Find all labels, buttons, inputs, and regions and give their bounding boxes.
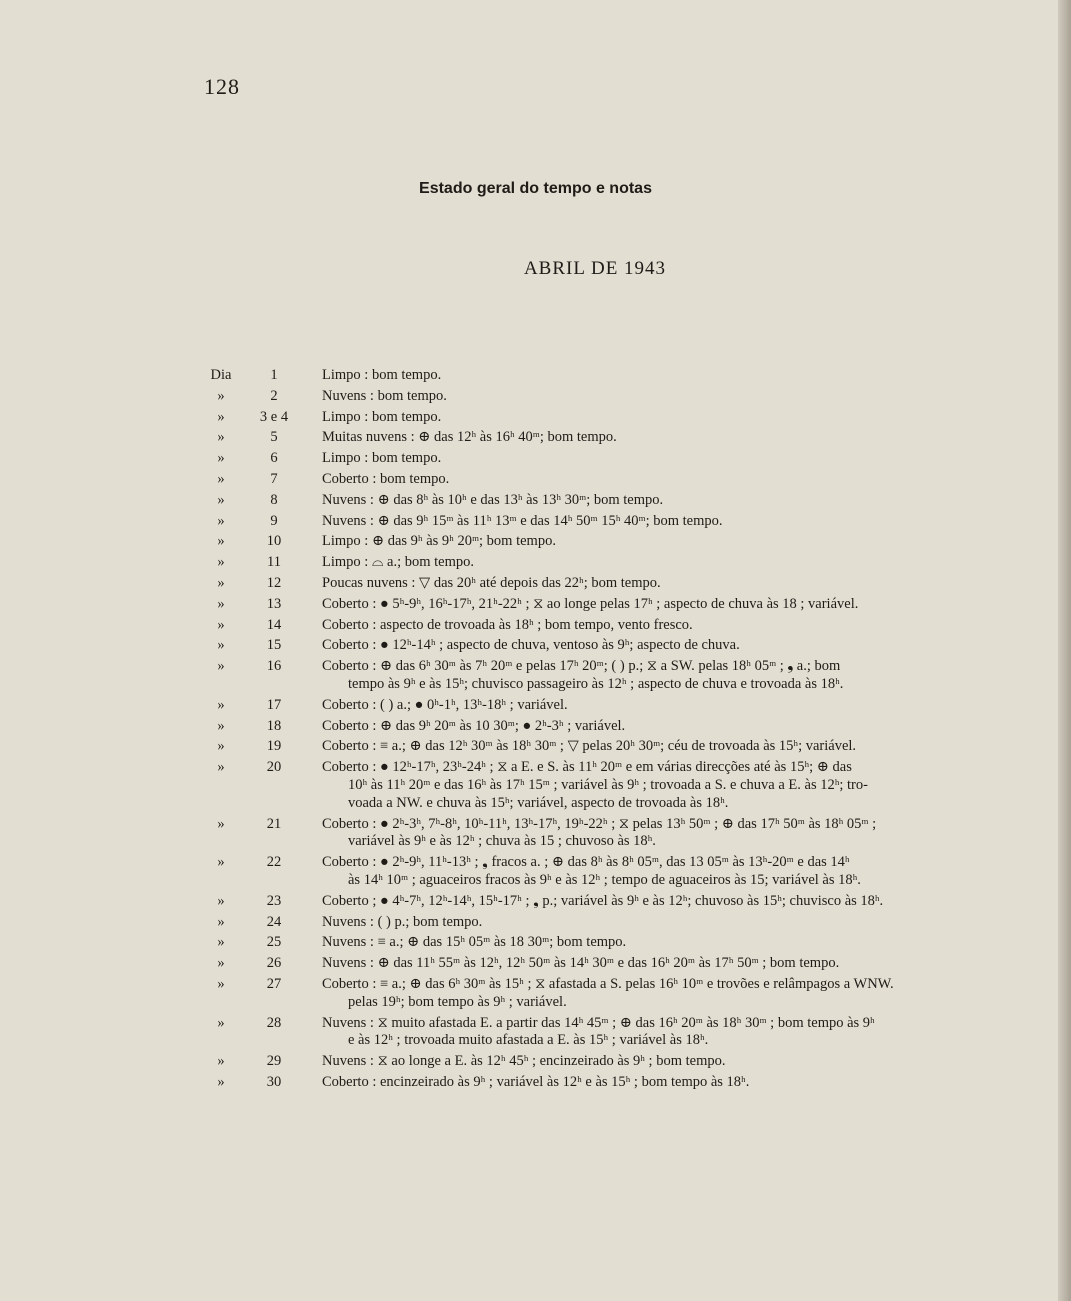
weather-note: [322, 955, 988, 973]
weather-note: [322, 596, 988, 614]
list-item: [0, 471, 1058, 489]
weather-note-line: Coberto : encinzeirado às 9ʰ ; variável às 12ʰ e às 15ʰ ; bom tempo às 18ʰ.: [322, 1073, 750, 1090]
day-number: 17: [266, 696, 282, 713]
day-number: 8: [270, 491, 278, 508]
day-label: »: [217, 1014, 225, 1031]
day-label: »: [217, 892, 225, 909]
list-item: [0, 596, 1058, 614]
weather-note-line: 10ʰ às 11ʰ 20ᵐ e das 16ʰ às 17ʰ 15ᵐ ; variável às 9ʰ ; trovoada a S. e chuva a E. às 12ʰ; tro-: [348, 776, 868, 793]
day-label: »: [217, 512, 225, 529]
section-title: Estado geral do tempo e notas: [419, 180, 652, 197]
day-number: 21: [266, 815, 282, 832]
day-number: 9: [270, 512, 278, 529]
list-item: [0, 409, 1058, 427]
list-item: [0, 429, 1058, 447]
weather-note: [322, 1074, 988, 1092]
day-label: »: [217, 574, 225, 591]
day-label: »: [217, 637, 225, 654]
day-number: 29: [266, 1053, 282, 1070]
day-label: »: [217, 429, 225, 446]
day-number: 30: [266, 1073, 282, 1090]
weather-note: [322, 738, 988, 756]
weather-note: [322, 893, 988, 911]
day-number: 22: [266, 854, 282, 871]
weather-note-line: Coberto : ● 12ʰ-14ʰ ; aspecto de chuva, ventoso às 9ʰ; aspecto de chuva.: [322, 637, 740, 654]
weather-note: [322, 976, 988, 1012]
day-label: »: [217, 450, 225, 467]
weather-note-line: Coberto : ● 12ʰ-17ʰ, 23ʰ-24ʰ ; ⧖ a E. e S. às 11ʰ 20ᵐ e em várias direcções até às 15ʰ; ⊕ das: [322, 759, 852, 776]
day-label: »: [217, 616, 225, 633]
day-label: »: [217, 595, 225, 612]
list-item: [0, 617, 1058, 635]
day-number: 11: [267, 554, 281, 571]
list-item: [0, 388, 1058, 406]
list-item: [0, 513, 1058, 531]
day-number: 20: [266, 759, 282, 776]
day-number: 7: [270, 470, 278, 487]
day-number: 28: [266, 1014, 282, 1031]
weather-note: [322, 759, 988, 812]
weather-note: [322, 429, 988, 447]
weather-entries-list: [0, 367, 1058, 1095]
day-number: 24: [266, 913, 282, 930]
weather-note-line: Coberto : ● 2ʰ-3ʰ, 7ʰ-8ʰ, 10ʰ-11ʰ, 13ʰ-17ʰ, 19ʰ-22ʰ ; ⧖ pelas 13ʰ 50ᵐ ; ⊕ das 17ʰ 50ᵐ às 18ʰ 05ᵐ ;: [322, 815, 877, 832]
day-number: 14: [266, 616, 282, 633]
weather-note-line: Limpo : bom tempo.: [322, 450, 442, 467]
list-item: [0, 575, 1058, 593]
weather-note-line: Poucas nuvens : ▽ das 20ʰ até depois das 22ʰ; bom tempo.: [322, 574, 661, 591]
weather-note-line: Nuvens : ⊕ das 9ʰ 15ᵐ às 11ʰ 13ᵐ e das 14ʰ 50ᵐ 15ʰ 40ᵐ; bom tempo.: [322, 512, 723, 529]
weather-note-line: pelas 19ʰ; bom tempo às 9ʰ ; variável.: [348, 993, 567, 1010]
weather-note-line: Limpo : bom tempo.: [322, 367, 442, 383]
weather-note-line: Muitas nuvens : ⊕ das 12ʰ às 16ʰ 40ᵐ; bom tempo.: [322, 429, 617, 446]
weather-note: [322, 617, 988, 635]
weather-note: [322, 471, 988, 489]
list-item: [0, 637, 1058, 655]
day-number: 13: [266, 595, 282, 612]
weather-note-line: Nuvens : ⧖ muito afastada E. a partir das 14ʰ 45ᵐ ; ⊕ das 16ʰ 20ᵐ às 18ʰ 30ᵐ ; bom tempo às 9ʰ: [322, 1014, 875, 1031]
day-number: 19: [266, 738, 282, 755]
day-label: »: [217, 1073, 225, 1090]
day-label: »: [217, 408, 225, 425]
weather-note-line: variável às 9ʰ e às 12ʰ ; chuva às 15 ; chuvoso às 18ʰ.: [348, 833, 656, 850]
row-gap: [0, 1092, 1058, 1095]
weather-note: [322, 492, 988, 510]
list-item: [0, 1053, 1058, 1071]
weather-note-line: Coberto : ⊕ das 6ʰ 30ᵐ às 7ʰ 20ᵐ e pelas 17ʰ 20ᵐ; ( ) p.; ⧖ a SW. pelas 18ʰ 05ᵐ ; ❟ a.; bom: [322, 658, 841, 675]
day-label: Dia: [210, 367, 232, 383]
weather-note-line: Nuvens : ⊕ das 11ʰ 55ᵐ às 12ʰ, 12ʰ 50ᵐ às 14ʰ 30ᵐ e das 16ʰ 20ᵐ às 17ʰ 50ᵐ ; bom tempo.: [322, 955, 840, 972]
weather-note: [322, 816, 988, 852]
day-label: »: [217, 815, 225, 832]
weather-note-line: Coberto : ● 5ʰ-9ʰ, 16ʰ-17ʰ, 21ʰ-22ʰ ; ⧖ ao longe pelas 17ʰ ; aspecto de chuva às 18 ; variável.: [322, 595, 859, 612]
list-item: [0, 450, 1058, 468]
day-label: »: [217, 470, 225, 487]
day-label: »: [217, 955, 225, 972]
book-spine: [1058, 0, 1071, 1301]
day-number: 23: [266, 892, 282, 909]
day-number: 2: [270, 387, 278, 404]
day-label: »: [217, 554, 225, 571]
weather-note-line: Coberto : ● 2ʰ-9ʰ, 11ʰ-13ʰ ; ❟ fracos a. ; ⊕ das 8ʰ às 8ʰ 05ᵐ, das 13 05ᵐ às 13ʰ-20ᵐ e das 14ʰ: [322, 854, 850, 871]
day-number: 18: [266, 717, 282, 734]
weather-note: [322, 934, 988, 952]
weather-note-line: Nuvens : ⊕ das 8ʰ às 10ʰ e das 13ʰ às 13ʰ 30ᵐ; bom tempo.: [322, 491, 664, 508]
weather-note: [322, 575, 988, 593]
day-number: 12: [266, 574, 282, 591]
day-label: »: [217, 854, 225, 871]
day-label: »: [217, 975, 225, 992]
list-item: [0, 1015, 1058, 1051]
day-label: »: [217, 717, 225, 734]
day-label: »: [217, 913, 225, 930]
list-item: [0, 759, 1058, 812]
weather-note: [322, 697, 988, 715]
list-item: [0, 533, 1058, 551]
weather-note-line: Coberto ; ● 4ʰ-7ʰ, 12ʰ-14ʰ, 15ʰ-17ʰ ; ❟ p.; variável às 9ʰ e às 12ʰ; chuvoso às 15ʰ; chuvisco às 18ʰ.: [322, 892, 884, 909]
list-item: [0, 658, 1058, 694]
weather-note: [322, 637, 988, 655]
weather-note-line: tempo às 9ʰ e às 15ʰ; chuvisco passageiro às 12ʰ ; aspecto de chuva e trovoada às 18ʰ.: [348, 675, 844, 692]
list-item: [0, 934, 1058, 952]
weather-note: [322, 658, 988, 694]
weather-note-line: Coberto : ≡ a.; ⊕ das 6ʰ 30ᵐ às 15ʰ ; ⧖ afastada a S. pelas 16ʰ 10ᵐ e trovões e relâmpagos a WNW.: [322, 975, 894, 992]
page-number: 128: [204, 74, 240, 99]
day-number: 25: [266, 934, 282, 951]
weather-note-line: às 14ʰ 10ᵐ ; aguaceiros fracos às 9ʰ e às 12ʰ ; tempo de aguaceiros às 15; variável às 18ʰ.: [348, 871, 861, 888]
day-label: »: [217, 658, 225, 675]
weather-note: [322, 513, 988, 531]
day-label: »: [217, 759, 225, 776]
day-label: »: [217, 491, 225, 508]
weather-note-line: Nuvens : bom tempo.: [322, 387, 447, 404]
weather-note: [322, 367, 988, 385]
day-number: 27: [266, 975, 282, 992]
day-number: 1: [270, 367, 278, 383]
list-item: [0, 738, 1058, 756]
weather-note: [322, 554, 988, 572]
list-item: [0, 718, 1058, 736]
month-title: ABRIL DE 1943: [523, 258, 667, 279]
list-item: [0, 976, 1058, 1012]
list-item: [0, 854, 1058, 890]
weather-note: [322, 533, 988, 551]
list-item: [0, 914, 1058, 932]
day-number: 16: [266, 658, 282, 675]
day-label: »: [217, 934, 225, 951]
day-number: 26: [266, 955, 282, 972]
weather-note: [322, 854, 988, 890]
day-label: »: [217, 1053, 225, 1070]
weather-note-line: Coberto : ≡ a.; ⊕ das 12ʰ 30ᵐ às 18ʰ 30ᵐ ; ▽ pelas 20ʰ 30ᵐ; céu de trovoada às 15ʰ; variável.: [322, 738, 857, 755]
list-item: [0, 893, 1058, 911]
day-label: »: [217, 533, 225, 550]
weather-note-line: Coberto : bom tempo.: [322, 470, 450, 487]
list-item: [0, 955, 1058, 973]
weather-note: [322, 1015, 988, 1051]
list-item: [0, 697, 1058, 715]
day-number: 6: [270, 450, 278, 467]
weather-note: [322, 450, 988, 468]
weather-note: [322, 409, 988, 427]
weather-note-line: voada a NW. e chuva às 15ʰ; variável, aspecto de trovoada às 18ʰ.: [348, 794, 729, 811]
weather-note-line: Nuvens : ⧖ ao longe a E. às 12ʰ 45ʰ ; encinzeirado às 9ʰ ; bom tempo.: [322, 1053, 726, 1070]
weather-note: [322, 718, 988, 736]
day-number: 15: [266, 637, 282, 654]
list-item: [0, 1074, 1058, 1092]
day-number: 5: [270, 429, 278, 446]
weather-note-line: Limpo : bom tempo.: [322, 408, 442, 425]
weather-note-line: Coberto : ( ) a.; ● 0ʰ-1ʰ, 13ʰ-18ʰ ; variável.: [322, 696, 568, 713]
list-item: [0, 492, 1058, 510]
day-label: »: [217, 696, 225, 713]
weather-note-line: e às 12ʰ ; trovoada muito afastada a E. às 15ʰ ; variável às 18ʰ.: [348, 1032, 709, 1049]
weather-note: [322, 914, 988, 932]
weather-note-line: Limpo : ⌓ a.; bom tempo.: [322, 554, 475, 571]
day-number: 3 e 4: [259, 408, 289, 425]
day-number: 10: [266, 533, 282, 550]
weather-note-line: Limpo : ⊕ das 9ʰ às 9ʰ 20ᵐ; bom tempo.: [322, 533, 556, 550]
day-label: »: [217, 738, 225, 755]
list-item: [0, 554, 1058, 572]
weather-note-line: Coberto : ⊕ das 9ʰ 20ᵐ às 10 30ᵐ; ● 2ʰ-3ʰ ; variável.: [322, 717, 626, 734]
weather-note: [322, 388, 988, 406]
list-item: [0, 816, 1058, 852]
day-label: »: [217, 387, 225, 404]
weather-note-line: Nuvens : ≡ a.; ⊕ das 15ʰ 05ᵐ às 18 30ᵐ; bom tempo.: [322, 934, 627, 951]
weather-note-line: Coberto : aspecto de trovoada às 18ʰ ; bom tempo, vento fresco.: [322, 616, 693, 633]
weather-note: [322, 1053, 988, 1071]
list-item: [0, 367, 1058, 385]
weather-note-line: Nuvens : ( ) p.; bom tempo.: [322, 913, 483, 930]
